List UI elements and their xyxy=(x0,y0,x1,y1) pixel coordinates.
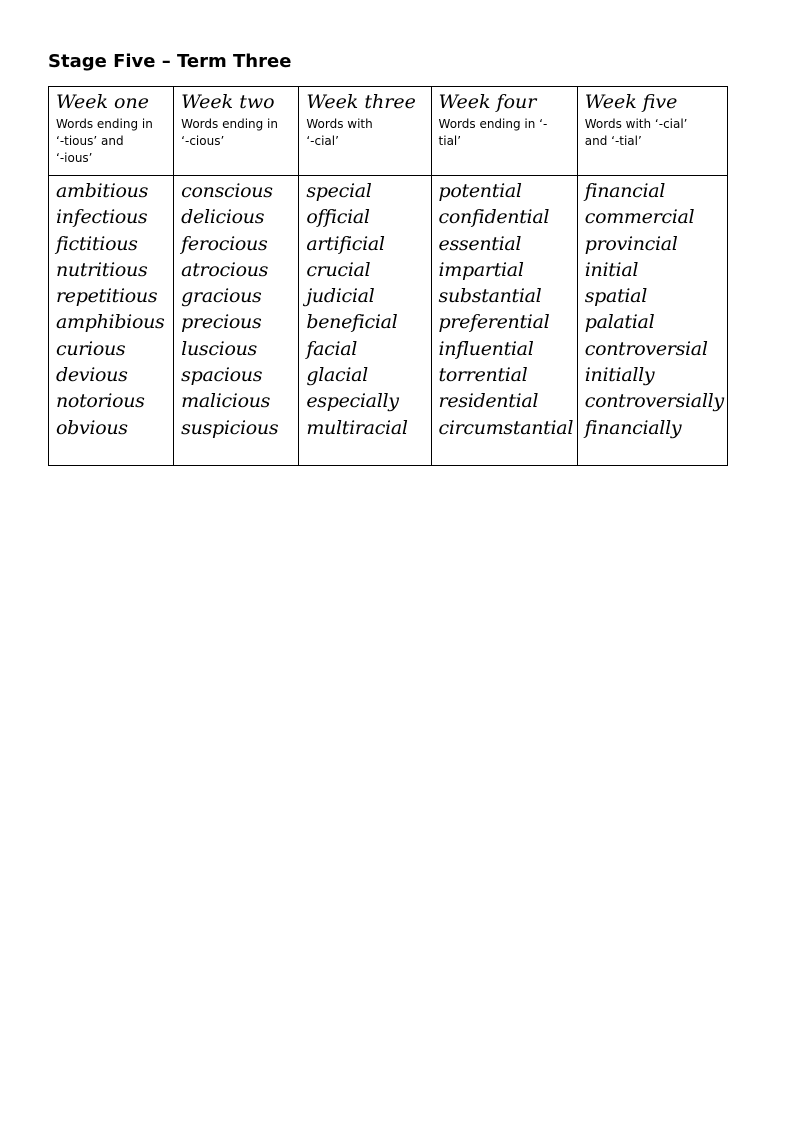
spelling-word: obvious xyxy=(56,416,128,439)
word-list-cell xyxy=(49,176,174,466)
spelling-word: substantial xyxy=(438,285,542,308)
spelling-word: especially xyxy=(306,390,399,413)
spelling-word: circumstantial xyxy=(438,416,574,439)
spelling-word: confidential xyxy=(438,206,550,229)
spelling-word: influential xyxy=(438,337,534,360)
spelling-word: spacious xyxy=(181,364,263,387)
week-title: Week five xyxy=(584,91,678,113)
spelling-word: commercial xyxy=(584,206,695,229)
week-title: Week three xyxy=(306,91,416,113)
week-header-cell xyxy=(49,87,174,176)
spelling-word: judicial xyxy=(306,285,375,308)
header-row xyxy=(49,87,728,176)
spelling-word: fictitious xyxy=(56,232,138,255)
week-header-cell xyxy=(174,87,299,176)
spelling-table xyxy=(48,86,728,466)
spelling-word: curious xyxy=(56,337,126,360)
spelling-word: gracious xyxy=(181,285,262,308)
spelling-word: financial xyxy=(584,180,666,202)
spelling-word: multiracial xyxy=(306,416,408,439)
word-list-cell xyxy=(299,176,431,466)
week-header-cell xyxy=(431,87,577,176)
week-title: Week one xyxy=(56,91,149,113)
spelling-word: financially xyxy=(584,416,682,439)
spelling-word: infectious xyxy=(56,206,148,229)
spelling-word: residential xyxy=(438,390,539,413)
spelling-word: preferential xyxy=(438,311,550,334)
spelling-word: potential xyxy=(438,180,522,202)
spelling-word: notorious xyxy=(56,390,145,413)
week-title: Week two xyxy=(181,91,275,113)
spelling-word: initial xyxy=(584,258,639,281)
word-list-cell xyxy=(174,176,299,466)
spelling-word: provincial xyxy=(584,232,678,255)
word-list xyxy=(174,176,298,441)
spelling-word: crucial xyxy=(306,258,371,281)
spelling-word: amphibious xyxy=(56,311,165,334)
spelling-word: controversial xyxy=(584,337,708,360)
spelling-word: special xyxy=(306,180,372,202)
spelling-word: malicious xyxy=(181,390,271,413)
spelling-word: spatial xyxy=(584,285,647,308)
spelling-word: ferocious xyxy=(181,232,268,255)
spelling-word: facial xyxy=(306,337,358,360)
word-list xyxy=(299,176,430,441)
spelling-word: impartial xyxy=(438,258,524,281)
spelling-word: suspicious xyxy=(181,416,279,439)
week-header-cell xyxy=(577,87,727,176)
week-header-cell xyxy=(299,87,431,176)
week-subtitle: Words with ‘-cial’ xyxy=(306,117,373,148)
words-row xyxy=(49,176,728,466)
spelling-word: nutritious xyxy=(56,258,148,281)
spelling-word: controversially xyxy=(584,390,724,413)
word-list xyxy=(49,176,173,441)
spelling-word: repetitious xyxy=(56,285,158,308)
word-list xyxy=(578,176,727,441)
spelling-word: palatial xyxy=(584,311,655,334)
word-list-cell xyxy=(431,176,577,466)
spelling-word: atrocious xyxy=(181,258,269,281)
week-title: Week four xyxy=(438,91,537,113)
spelling-word: delicious xyxy=(181,206,265,229)
week-subtitle: Words ending in ‘- tial’ xyxy=(438,117,548,148)
spelling-word: beneficial xyxy=(306,311,398,334)
spelling-word: official xyxy=(306,206,370,229)
week-subtitle: Words with ‘-cial’ and ‘-tial’ xyxy=(584,117,688,148)
spelling-word: devious xyxy=(56,364,128,387)
spelling-word: luscious xyxy=(181,337,257,360)
spelling-word: glacial xyxy=(306,364,368,387)
word-list xyxy=(432,176,577,441)
spelling-word: ambitious xyxy=(56,180,149,202)
week-subtitle: Words ending in ‘-tious’ and ‘-ious’ xyxy=(56,117,153,165)
spelling-word: initially xyxy=(584,364,655,387)
spelling-word: artificial xyxy=(306,232,385,255)
spelling-word: precious xyxy=(181,311,262,334)
spelling-word: essential xyxy=(438,232,522,255)
spelling-word: torrential xyxy=(438,364,528,387)
page-title: Stage Five – Term Three xyxy=(48,51,292,72)
word-list-cell xyxy=(577,176,727,466)
week-subtitle: Words ending in ‘-cious’ xyxy=(181,117,278,148)
spelling-word: conscious xyxy=(181,180,273,202)
